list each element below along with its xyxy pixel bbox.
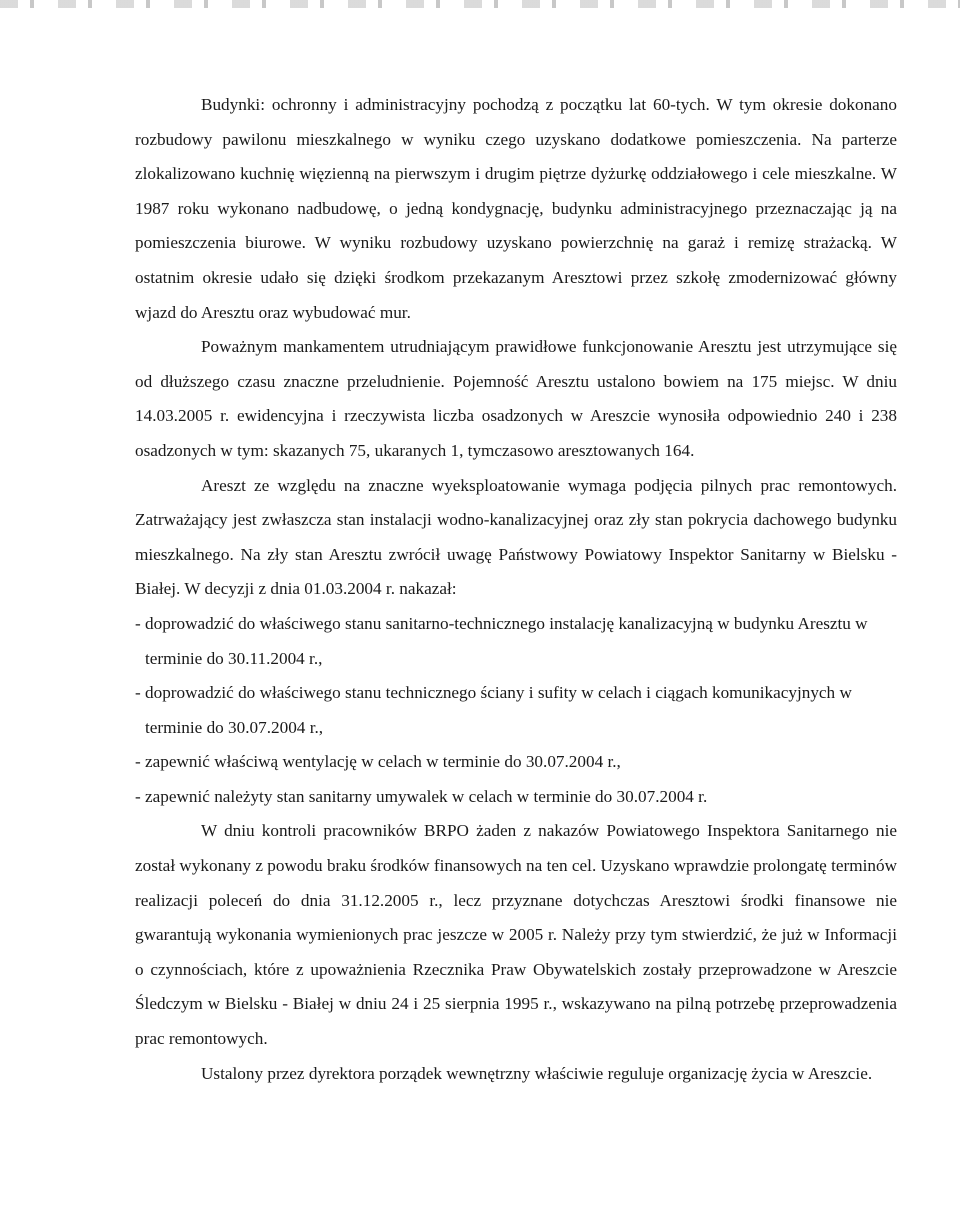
paragraph-inspection-status: W dniu kontroli pracowników BRPO żaden z nakazów Powiatowego Inspektora Sanitarnego nie został wykonany z powodu braku środków finansowych na ten cel. Uzyskano wprawdzie prolongatę terminów realizacji poleceń do dnia 31.12.2005 r., lecz przyznane dotychczas Aresztowi środki finansowe nie gwarantują wykonania wymienionych prac jeszcze w 2005 r. Należy przy tym stwierdzić, że już w Informacji o czynnościach, które z upoważnienia Rzecznika Praw Obywatelskich zostały przeprowadzone w Areszcie Śledczym w Bielsku - Białej w dniu 24 i 25 sierpnia 1995 r., wskazywano na pilną potrzebę przeprowadzenia prac remontowych. — [135, 821, 897, 1049]
paragraph-overcrowding: Poważnym mankamentem utrudniającym prawidłowe funkcjonowanie Aresztu jest utrzymujące się od dłuższego czasu znaczne przeludnienie. Pojemność Aresztu ustalono bowiem na 175 miejsc. W dniu 14.03.2005 r. ewidencyjna i rzeczywista liczba osadzonych w Areszcie wynosiła odpowiednio 240 i 238 osadzonych w tym: skazanych 75, ukaranych 1, tymczasowo aresztowanych 164. — [135, 337, 897, 460]
paragraph-renovation: Areszt ze względu na znaczne wyeksploatowanie wymaga podjęcia pilnych prac remontowych. Zatrważający jest zwłaszcza stan instalacji wodno-kanalizacyjnej oraz zły stan pokrycia dachowego budynku mieszkalnego. Na zły stan Aresztu zwrócił uwagę Państwowy Powiatowy Inspektor Sanitarny w Bielsku - Białej. W decyzji z dnia 01.03.2004 r. nakazał: — [135, 475, 897, 599]
document-body — [0, 88, 960, 1208]
scan-edge-artifact — [0, 0, 960, 8]
order-item-walls-ceilings: - doprowadzić do właściwego stanu technicznego ściany i sufity w celach i ciągach komunikacyjnych w terminie do 30.07.2004 r., — [135, 683, 852, 737]
paragraph-internal-order: Ustalony przez dyrektora porządek wewnętrzny właściwie reguluje organizację życia w Areszcie. — [201, 1063, 873, 1083]
paragraph-buildings: Budynki: ochronny i administracyjny pochodzą z początku lat 60-tych. W tym okresie dokonano rozbudowy pawilonu mieszkalnego w wyniku czego uzyskano dodatkowe pomieszczenia. Na parterze zlokalizowano kuchnię więzienną na pierwszym i drugim piętrze dyżurkę oddziałowego i cele mieszkalne. W 1987 roku wykonano nadbudowę, o jedną kondygnację, budynku administracyjnego przeznaczając ją na pomieszczenia biurowe. W wyniku rozbudowy uzyskano powierzchnię na garaż i remizę strażacką. W ostatnim okresie udało się dzięki środkom przekazanym Aresztowi przez szkołę zmodernizować główny wjazd do Aresztu oraz wybudować mur. — [135, 95, 897, 322]
order-item-washbasins: - zapewnić należyty stan sanitarny umywalek w celach w terminie do 30.07.2004 r. — [135, 786, 708, 806]
order-item-sewage: - doprowadzić do właściwego stanu sanitarno-technicznego instalację kanalizacyjną w budynku Aresztu w terminie do 30.11.2004 r., — [135, 613, 868, 668]
order-item-ventilation: - zapewnić właściwą wentylację w celach w terminie do 30.07.2004 r., — [135, 752, 621, 772]
